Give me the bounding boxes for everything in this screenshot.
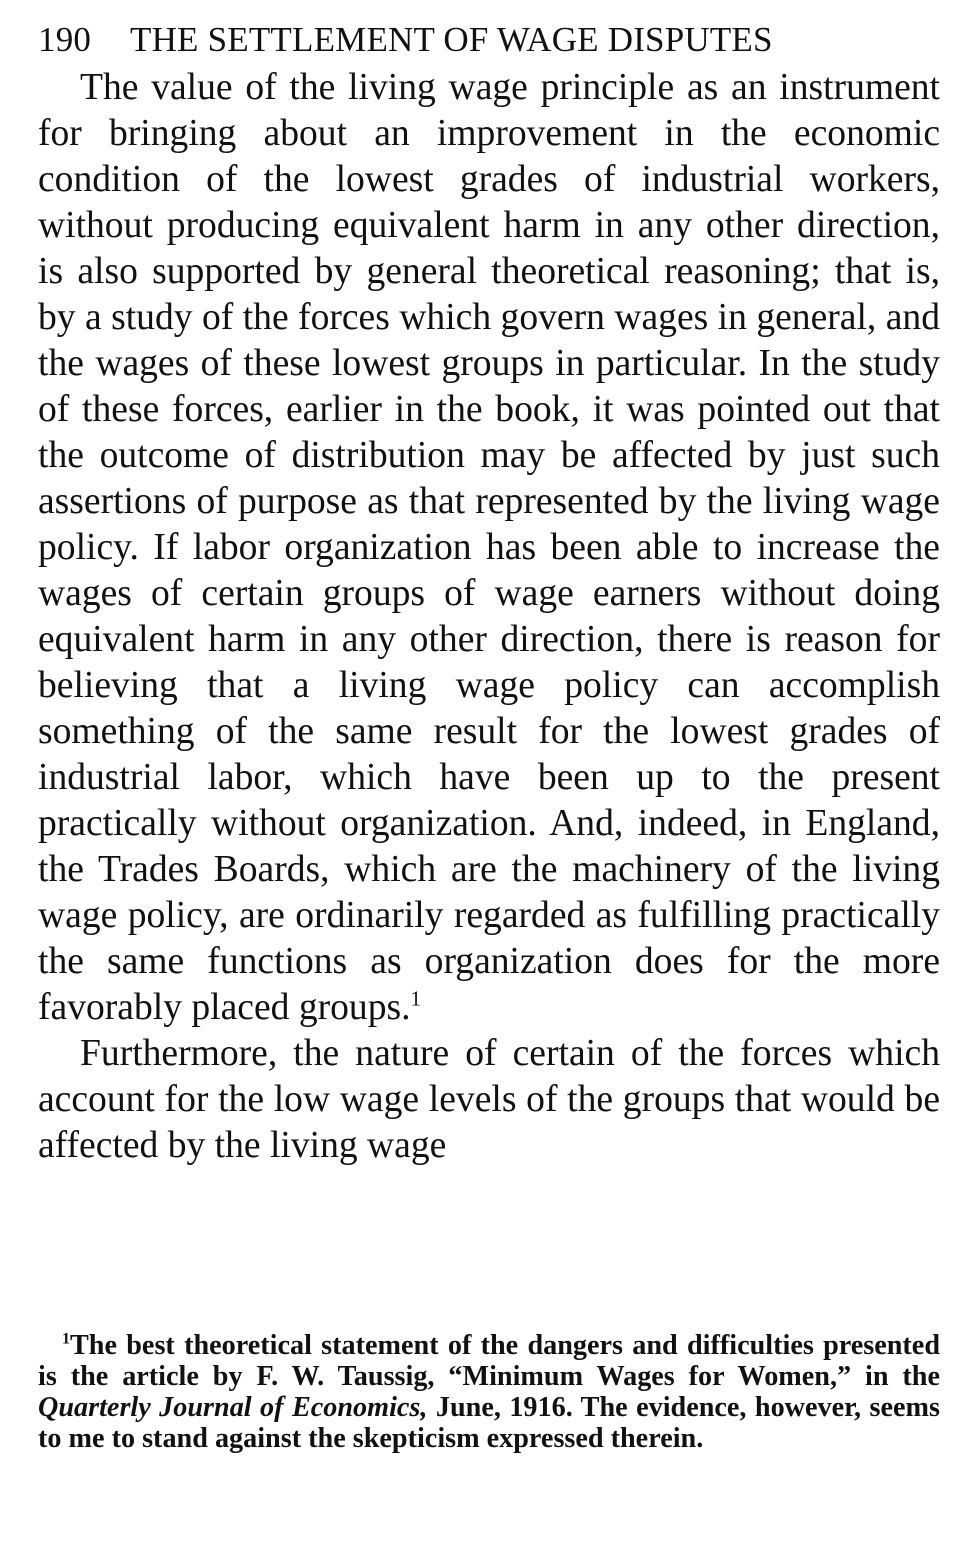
footnote-section (38, 1330, 940, 1454)
paragraph-furthermore: Furthermore, the nature of certain of the forces which account for the low wage levels of the groups that would be affected by the living wage (38, 1033, 940, 1166)
footnote-text-before-journal: The best theoretical statement of the dangers and difficulties presented is the article by F. W. Taussig, “Minimum Wages for Women,” in the (38, 1330, 940, 1392)
footnote-reference[interactable]: 1 (410, 986, 422, 1011)
footnote-text-after-journal: June, 1916. The evidence, however, seems to me to stand against the skepticism expressed therein. (38, 1392, 940, 1454)
running-title: THE SETTLEMENT OF WAGE DISPUTES (130, 20, 773, 59)
page-number: 190 (38, 20, 92, 59)
book-page (38, 18, 940, 1454)
footnote-1 (38, 1330, 940, 1454)
footnote-marker: 1 (62, 1330, 70, 1348)
running-header (38, 18, 940, 62)
paragraph-living-wage-principle (38, 65, 940, 1031)
journal-title: Quarterly Journal of Economics, (38, 1392, 428, 1423)
main-text (38, 65, 940, 1169)
paragraph-1-text: The value of the living wage principle as an instrument for bringing about an improvement in the economic condition of the lowest grades of industrial workers, without producing equivalent harm in any other direction, is also supported by general theoretical reasoning; that is, by a study of the forces which govern wages in general, and the wages of these lowest groups in particular. In the study of these forces, earlier in the book, it was pointed out that the outcome of distribution may be affected by just such assertions of purpose as that represented by the living wage policy. If labor organization has been able to increase the wages of certain groups of wage earners without doing equivalent harm in any other direction, there is reason for believing that a living wage policy can accomplish something of the same result for the lowest grades of industrial labor, which have been up to the present practically without organization. And, indeed, in England, the Trades Boards, which are the machinery of the living wage policy, are ordinarily regarded as fulfilling practically the same functions as organization does for the more favorably placed groups. (38, 67, 940, 1028)
